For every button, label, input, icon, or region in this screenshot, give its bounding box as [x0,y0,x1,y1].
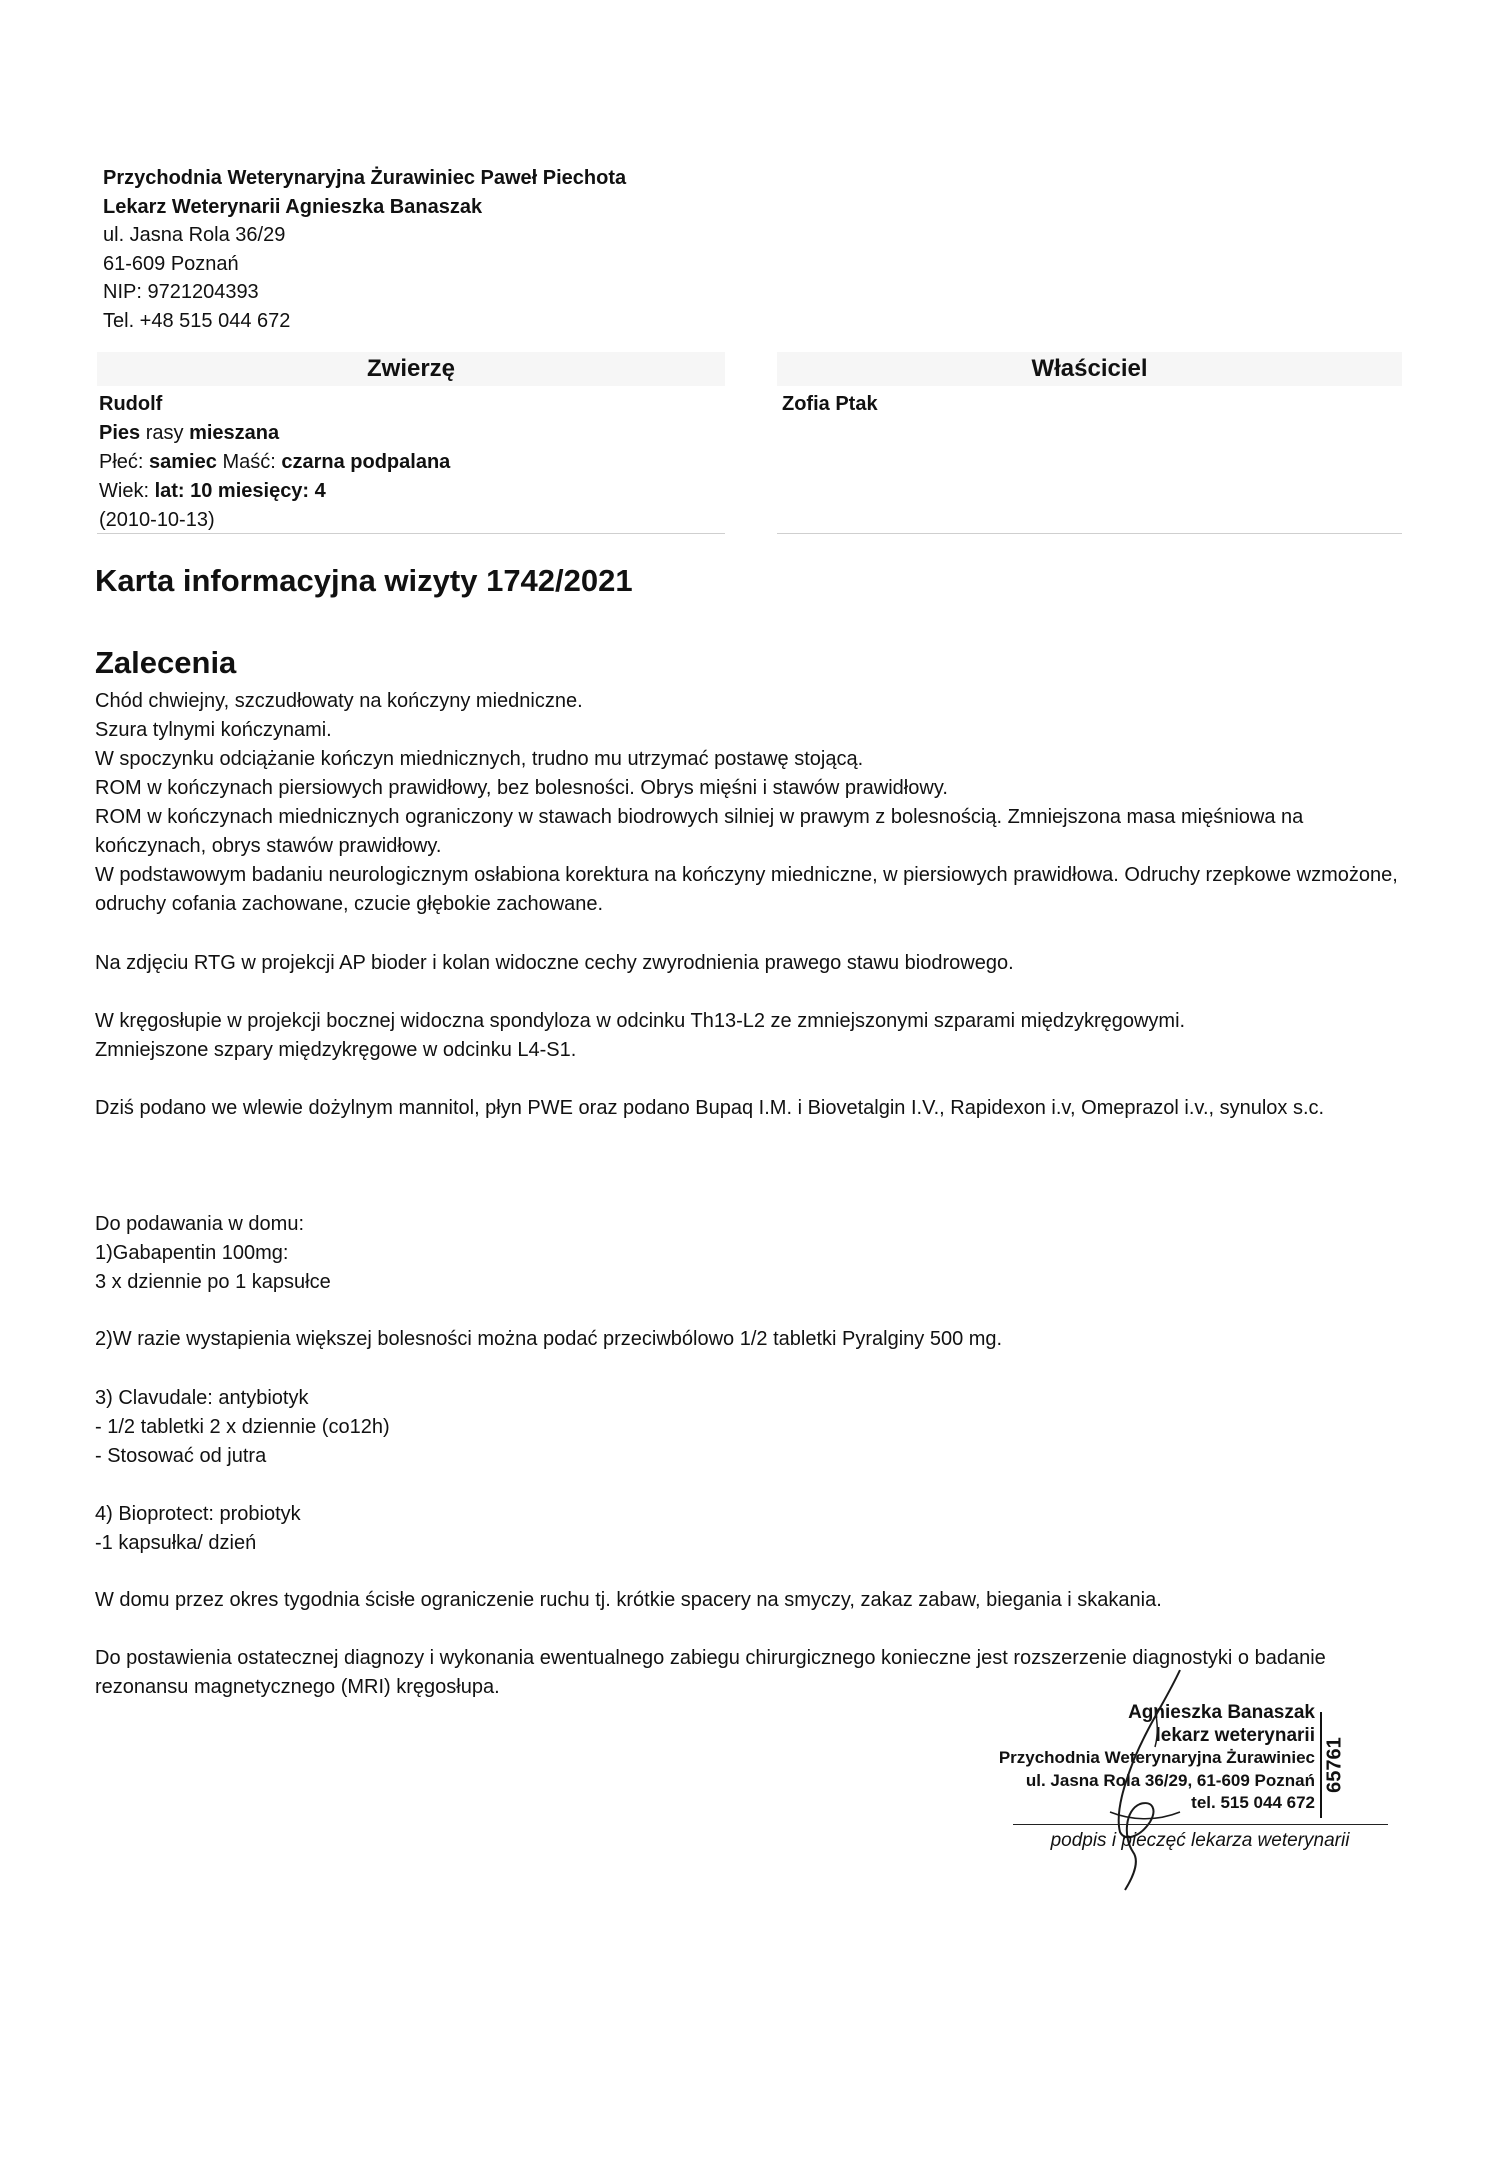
treatment-paragraph [95,1094,1405,1123]
document-title: Karta informacyjna wizyty 1742/2021 [95,563,633,598]
spine-line: W kręgosłupie w projekcji bocznej widoczna spondyloza w odcinku Th13-L2 ze zmniejszonymi szparami międzykręgowymi. [95,1010,1186,1032]
stamp-number: 65761 [1323,1737,1346,1793]
med2-paragraph [95,1325,1405,1354]
stamp-clinic: Przychodnia Weterynaryjna Żurawiniec [998,1748,1315,1767]
signature-block [985,1702,1395,1882]
signature-line [1013,1824,1388,1825]
clinic-doctor: Lekarz Weterynarii Agnieszka Banaszak [103,195,483,218]
finding-line: Szura tylnymi kończynami. [95,719,332,741]
signature-caption: podpis i pieczęć lekarza weterynarii [1050,1830,1350,1851]
clinic-name: Przychodnia Weterynaryjna Żurawiniec Paweł Piechota [103,167,627,189]
finding-line: Chód chwiejny, szczudłowaty na kończyny miedniczne. [95,690,583,712]
animal-species: Pies [99,422,141,444]
animal-age-label: Wiek: [99,480,149,502]
med1-line: 3 x dziennie po 1 kapsułce [95,1271,331,1293]
animal-color-label: Maść: [222,451,276,473]
animal-sex-label: Płeć: [99,451,144,473]
finding-line: ROM w kończynach miednicznych ograniczony w stawach biodrowych silniej w prawym z bolesnością. Zmniejszona masa mięśniowa na kończynach, obrys stawów prawidłowy. [95,806,1304,857]
spine-line: Zmniejszone szpary międzykręgowe w odcinku L4-S1. [95,1039,577,1061]
home-medication [95,1210,1405,1297]
rtg-paragraph [95,949,1405,978]
clinic-phone: Tel. +48 515 044 672 [103,309,291,332]
home-rest-paragraph [95,1586,1405,1615]
animal-color: czarna podpalana [281,451,451,473]
section-title: Zalecenia [95,645,237,680]
med4-paragraph [95,1500,1405,1558]
stamp-number-box [1320,1712,1348,1818]
stamp-title: lekarz weterynarii [1155,1724,1315,1746]
home-title: Do podawania w domu: [95,1213,305,1235]
med3-line: - 1/2 tabletki 2 x dziennie (co12h) [95,1416,390,1438]
animal-info [99,390,450,535]
animal-divider [97,533,725,534]
stamp-phone: tel. 515 044 672 [1191,1793,1315,1812]
animal-breed-label: rasy [145,422,184,444]
rtg-text: Na zdjęciu RTG w projekcji AP bioder i kolan widoczne cechy zwyrodnienia prawego stawu biodrowego. [95,952,1014,974]
stamp-address: ul. Jasna Rola 36/29, 61-609 Poznań [1025,1770,1315,1790]
diagnosis-paragraph [95,1644,1405,1702]
exam-findings [95,687,1405,919]
handwritten-signature [1095,1662,1205,1892]
med3-line: - Stosować od jutra [95,1445,267,1467]
med4-line: -1 kapsułka/ dzień [95,1532,257,1554]
home-rest-text: W domu przez okres tygodnia ścisłe ograniczenie ruchu tj. krótkie spacery na smyczy, zakaz zabaw, biegania i skakania. [95,1589,1162,1611]
diagnosis-text: Do postawienia ostatecznej diagnozy i wykonania ewentualnego zabiegu chirurgicznego konieczne jest rozszerzenie diagnostyki o badanie rezonansu magnetycznego (MRI) kręgosłupa. [95,1647,1326,1698]
med1-line: 1)Gabapentin 100mg: [95,1242,289,1264]
med2-text: 2)W razie wystapienia większej bolesności można podać przeciwbólowo 1/2 tabletki Pyralginy 500 mg. [95,1328,1003,1350]
clinic-header [103,164,626,335]
animal-age-line [99,477,450,506]
finding-line: ROM w kończynach piersiowych prawidłowy, bez bolesności. Obrys mięśni i stawów prawidłowy. [95,777,948,799]
spine-paragraph [95,1007,1405,1065]
animal-name: Rudolf [99,393,163,415]
owner-name: Zofia Ptak [782,393,878,415]
clinic-street: ul. Jasna Rola 36/29 [103,224,286,246]
animal-species-line [99,419,450,448]
clinic-nip: NIP: 9721204393 [103,281,259,303]
med3-line: 3) Clavudale: antybiotyk [95,1387,309,1409]
med3-paragraph [95,1384,1405,1471]
owner-divider [777,533,1402,534]
animal-age: lat: 10 miesięcy: 4 [154,480,326,502]
clinic-city: 61-609 Poznań [103,252,239,275]
finding-line: W spoczynku odciążanie kończyn miednicznych, trudno mu utrzymać postawę stojącą. [95,748,864,770]
animal-breed: mieszana [189,422,280,444]
animal-column-header: Zwierzę [97,352,725,386]
finding-line: W podstawowym badaniu neurologicznym osłabiona korektura na kończyny miedniczne, w piersiowych prawidłowa. Odruchy rzepkowe wzmożone, odruchy cofania zachowane, czucie głębokie zachowane. [95,864,1398,915]
animal-sex-line [99,448,450,477]
animal-birth-date: (2010-10-13) [99,509,215,531]
owner-column-header: Właściciel [777,352,1402,386]
med4-line: 4) Bioprotect: probiotyk [95,1503,301,1525]
treatment-text: Dziś podano we wlewie dożylnym mannitol, płyn PWE oraz podano Bupaq I.M. i Biovetalgin I.V., Rapidexon i.v, Omeprazol i.v., synulox s.c. [95,1097,1325,1119]
stamp-name: Agnieszka Banaszak [1128,1702,1315,1723]
animal-sex: samiec [149,451,217,473]
